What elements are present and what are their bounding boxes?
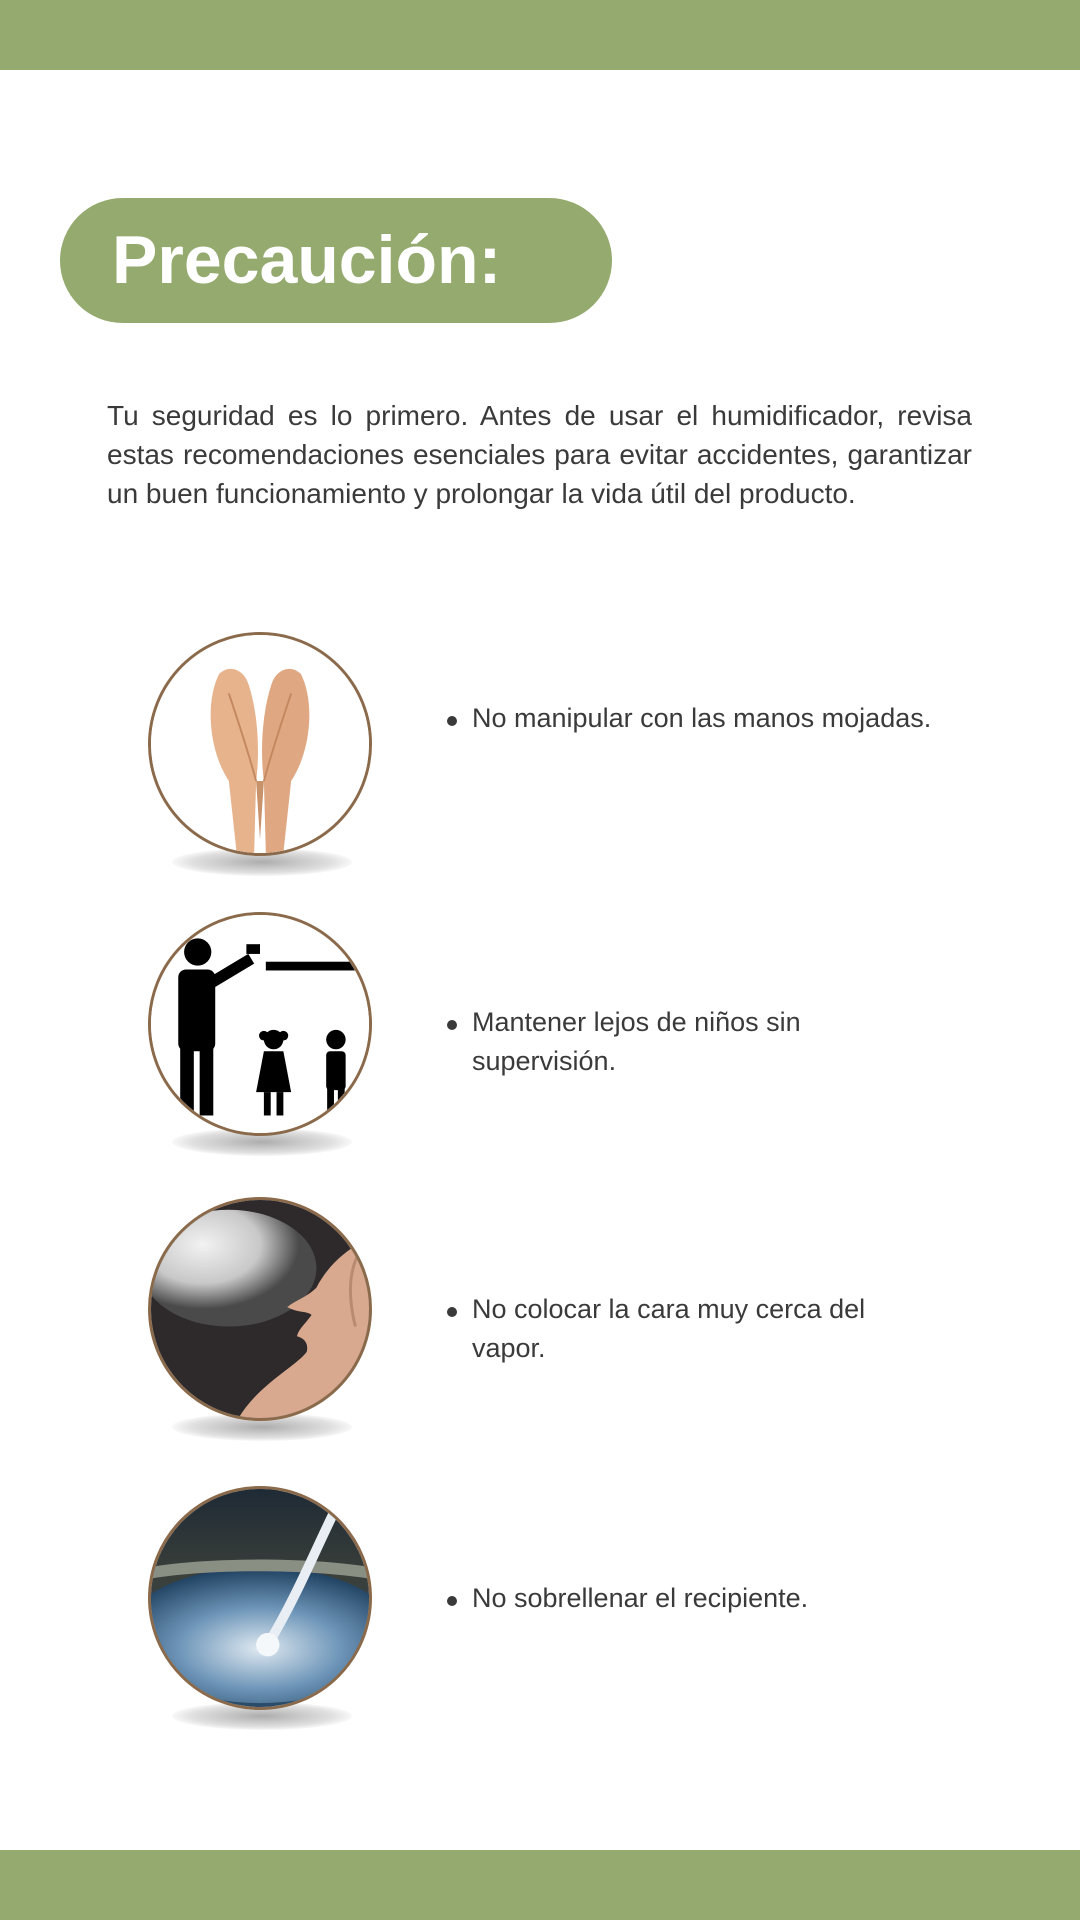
title-pill: [60, 198, 612, 323]
face-steam-illustration: [151, 1200, 369, 1418]
precaution-item-steam: [0, 1197, 1080, 1437]
top-band: [0, 0, 1080, 70]
bullet-dot: [447, 1020, 457, 1030]
page-title: Precaución:: [112, 222, 502, 298]
precaution-text: Mantener lejos de niños sin supervisión.: [472, 1007, 801, 1076]
intro-paragraph: Tu seguridad es lo primero. Antes de usar el humidificador, revisa estas recomendaciones esenciales para evitar accidentes, garantizar un buen funcionamiento y prolongar la vida útil del producto.: [107, 400, 972, 509]
bottom-band: [0, 1850, 1080, 1920]
child-supervision-illustration: [151, 915, 369, 1133]
precaution-item-overfill: [0, 1486, 1080, 1726]
bullet-dot: [447, 716, 457, 726]
precaution-text: No sobrellenar el recipiente.: [472, 1583, 809, 1613]
bullet-dot: [447, 1307, 457, 1317]
water-overflow-photo: [148, 1486, 372, 1710]
child-supervision-pictogram: [148, 912, 372, 1136]
face-steam-photo: [148, 1197, 372, 1421]
precaution-text: No colocar la cara muy cerca del vapor.: [472, 1294, 866, 1363]
bullet-dot: [447, 1596, 457, 1606]
water-overflow-illustration: [151, 1489, 369, 1707]
precaution-item-wet-hands: [0, 632, 1080, 872]
precaution-item-children: [0, 912, 1080, 1152]
wet-hands-illustration: [151, 635, 369, 853]
wet-hands-photo: [148, 632, 372, 856]
precaution-text: No manipular con las manos mojadas.: [472, 703, 932, 733]
